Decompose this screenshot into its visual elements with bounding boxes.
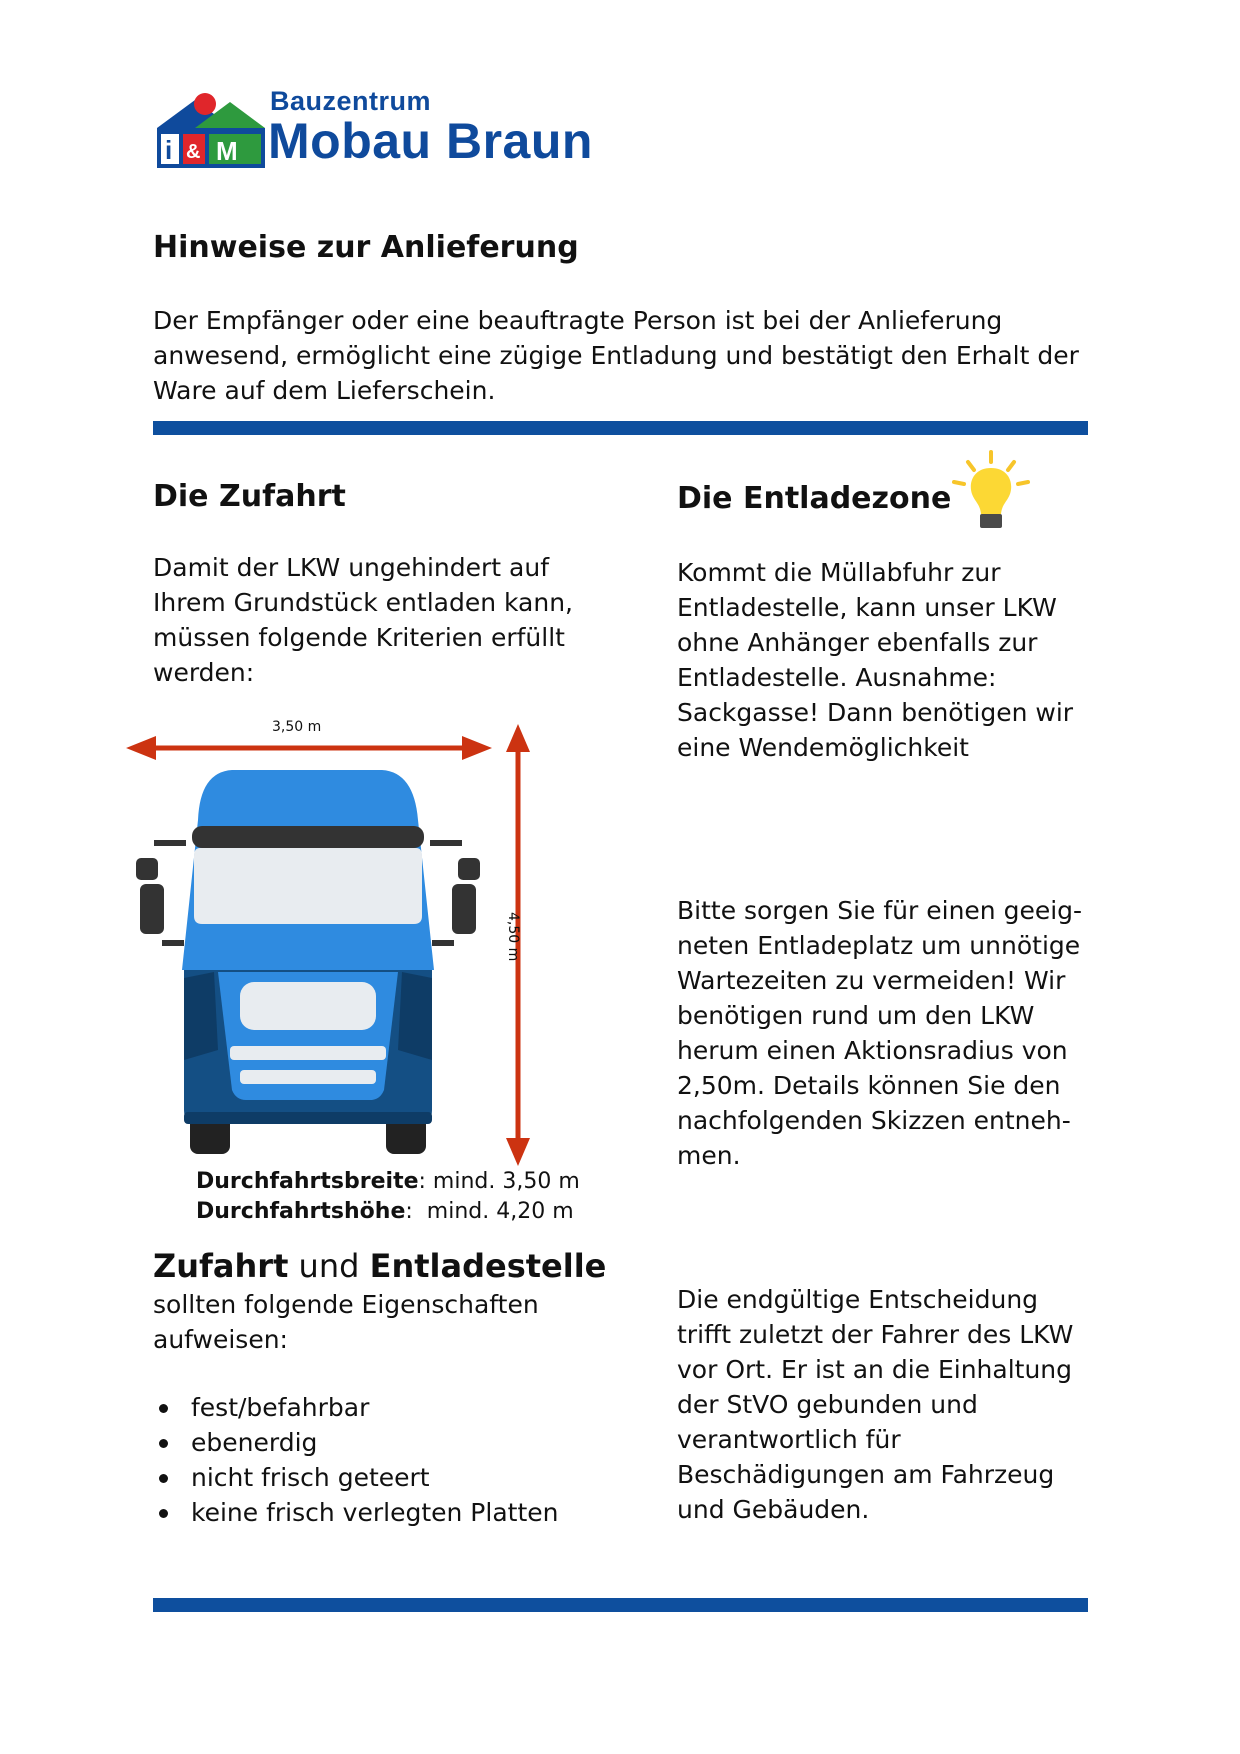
list-item-text: ebenerdig <box>191 1428 318 1457</box>
logo-subtitle: Bauzentrum <box>270 86 432 116</box>
list-item <box>153 1390 558 1425</box>
bullet-icon <box>159 1439 168 1448</box>
bullet-icon <box>159 1474 168 1483</box>
bullet-icon <box>159 1509 168 1518</box>
width-requirement-label: Durchfahrtsbreite <box>196 1169 419 1194</box>
logo-name: Mobau Braun <box>268 113 593 169</box>
zufahrt-heading: Die Zufahrt <box>153 479 346 514</box>
width-requirement <box>196 1167 580 1197</box>
entladezone-heading: Die Entladezone <box>677 481 952 516</box>
lightbulb-icon <box>948 448 1034 534</box>
svg-text:i: i <box>165 135 173 165</box>
intro-text: Der Empfänger oder eine beauftragte Person ist bei der Anlieferung anwesend, ermöglicht eine zügige Entladung und bestätigt den Erhalt der Ware auf dem Lieferschein. <box>153 306 1079 405</box>
entladezone-text-2: Bitte sorgen Sie für einen geeig- neten Entladeplatz um unnötige Wartezeiten zu vermeiden! Wir benötigen rund um den LKW herum einen Aktionsradius von 2,50m. Details können Sie den nachfolgenden Skizzen entneh- men. <box>677 896 1083 1170</box>
list-item-text: fest/befahrbar <box>191 1393 370 1422</box>
list-item <box>153 1460 558 1495</box>
width-requirement-value: : mind. 3,50 m <box>418 1169 580 1194</box>
height-dimension-label: 4,50 m <box>505 912 521 962</box>
zufahrt-text: Damit der LKW ungehindert auf Ihrem Grundstück entladen kann, müssen folgende Kriterien erfüllt werden: <box>153 553 574 687</box>
entladezone-text-3: Die endgültige Entscheidung trifft zuletzt der Fahrer des LKW vor Ort. Er ist an die Einhaltung der StVO gebunden und verantwortlich für Beschädigungen am Fahrzeug und Gebäuden. <box>677 1285 1074 1524</box>
bullet-icon <box>159 1404 168 1413</box>
width-arrow-icon <box>126 736 492 760</box>
entladezone-text-1: Kommt die Müllabfuhr zur Entladestelle, kann unser LKW ohne Anhänger ebenfalls zur Entladestelle. Ausnahme: Sackgasse! Dann benötigen wir eine Wendemöglichkeit <box>677 558 1074 762</box>
svg-text:M: M <box>216 136 238 166</box>
divider-top <box>153 421 1088 435</box>
height-requirement <box>196 1197 580 1227</box>
property-list <box>153 1390 558 1530</box>
zufahrt-entladestelle-text: sollten folgende Eigenschaften aufweisen: <box>153 1290 539 1354</box>
width-dimension-label: 3,50 m <box>272 719 322 735</box>
page-title: Hinweise zur Anlieferung <box>153 230 579 265</box>
heading-part-entladestelle: Entladestelle <box>369 1247 607 1285</box>
list-item <box>153 1495 558 1530</box>
divider-bottom <box>153 1598 1088 1612</box>
list-item-text: nicht frisch geteert <box>191 1463 430 1492</box>
heading-part-und: und <box>288 1247 370 1285</box>
list-item <box>153 1425 558 1460</box>
svg-text:&: & <box>186 141 201 163</box>
zufahrt-entladestelle-heading <box>153 1247 606 1285</box>
list-item-text: keine frisch verlegten Platten <box>191 1498 559 1527</box>
truck-illustration <box>122 720 542 1170</box>
height-requirement-value: : mind. 4,20 m <box>405 1199 574 1224</box>
dimension-requirements <box>196 1167 580 1227</box>
heading-part-zufahrt: Zufahrt <box>153 1247 289 1285</box>
height-requirement-label: Durchfahrtshöhe <box>196 1199 406 1224</box>
